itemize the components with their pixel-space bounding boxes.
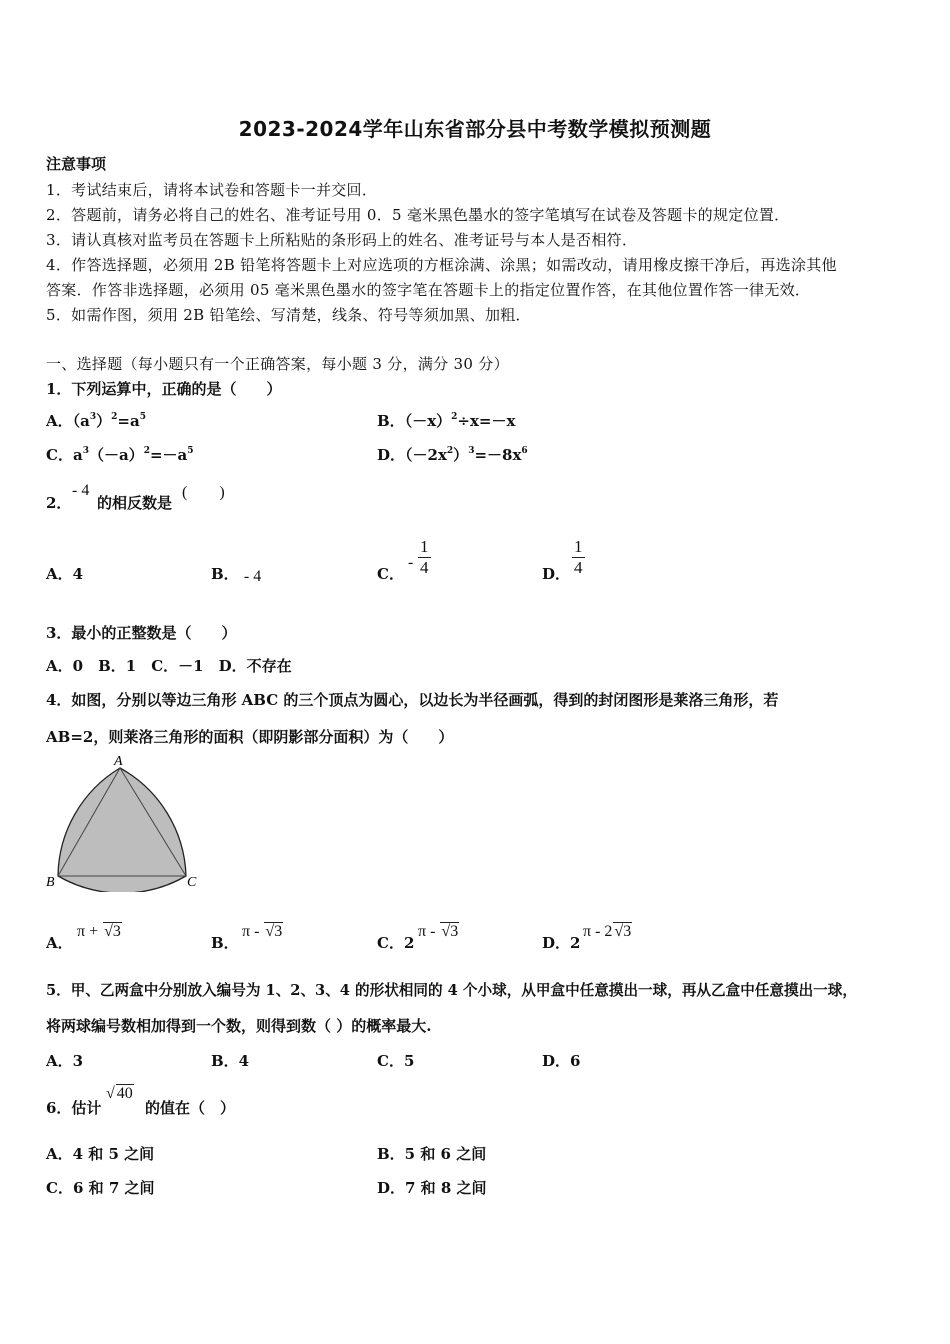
q4-option-a-expr: π + √3 xyxy=(77,923,121,940)
q4-option-b-expr: π - √3 xyxy=(242,923,283,940)
option-value: - 4 xyxy=(243,568,262,585)
denominator: 4 xyxy=(420,558,429,577)
question-4-stem-line1: 4．如图，分别以等边三角形 ABC 的三个顶点为圆心，以边长为半径画弧，得到的封闭图形是莱洛三角形，若 xyxy=(46,691,779,709)
radicand: 40 xyxy=(116,1085,133,1102)
q6-option-a: A．4 和 5 之间 xyxy=(46,1145,155,1163)
vertex-label-c: C xyxy=(187,875,197,890)
q6-option-c: C．6 和 7 之间 xyxy=(46,1179,155,1197)
vertex-label-a: A xyxy=(114,754,123,769)
q2-option-a: A．4 xyxy=(46,565,84,583)
reuleaux-triangle-figure xyxy=(46,752,206,892)
q5-option-a: A．3 xyxy=(46,1052,84,1070)
q4-option-b-label: B． xyxy=(211,934,239,952)
notice-item: 5．如需作图，须用 2B 铅笔绘、写清楚，线条、符号等须加黑、加粗． xyxy=(46,306,531,324)
option-label: B． xyxy=(377,412,405,430)
question-3-stem: 3．最小的正整数是（ ） xyxy=(46,624,237,642)
notice-item: 1．考试结束后，请将本试卷和答题卡一并交回． xyxy=(46,181,378,199)
q2-stem-rest: 的相反数是 xyxy=(97,494,173,512)
notice-item: 4．作答选择题，必须用 2B 铅笔将答题卡上对应选项的方框涂满、涂黑；如需改动，请用橡皮擦干净后，再选涂其他 xyxy=(46,256,837,274)
notice-item: 答案．作答非选择题，必须用 05 毫米黑色墨水的签字笔在答题卡上的指定位置作答，在其他位置作答一律无效． xyxy=(46,281,811,299)
option-label: A． xyxy=(46,412,73,430)
question-6-stem-post: 的值在（ ） xyxy=(145,1099,236,1117)
notice-item: 3．请认真核对监考员在答题卡上所粘贴的条形码上的姓名、准考证号与本人是否相符． xyxy=(46,231,638,249)
q6-option-b: B．5 和 6 之间 xyxy=(377,1145,487,1163)
question-4-stem-line2: AB=2，则莱洛三角形的面积（即阴影部分面积）为（ ） xyxy=(46,728,454,746)
q4-option-d-label: D．2 xyxy=(542,934,581,952)
denominator: 4 xyxy=(574,558,583,577)
question-1-stem: 1．下列运算中，正确的是（ ） xyxy=(46,380,282,398)
q5-option-d: D．6 xyxy=(542,1052,581,1070)
q6-radical: √ 40 xyxy=(106,1085,133,1102)
notice-heading: 注意事项 xyxy=(46,155,107,173)
q5-option-b: B．4 xyxy=(211,1052,250,1070)
q5-option-c: C．5 xyxy=(377,1052,415,1070)
numerator: 1 xyxy=(420,537,429,556)
question-5-stem-line2: 将两球编号数相加得到一个数，则得到数（ ）的概率最大. xyxy=(46,1017,432,1035)
option-label: C． xyxy=(46,446,73,464)
reuleaux-shape xyxy=(58,768,186,892)
q2-value: - 4 xyxy=(72,482,90,499)
q4-option-c-expr: π - √3 xyxy=(418,923,459,940)
q1-option-b: B．$(-x)^2\div x=-x$ xyxy=(377,412,516,430)
q4-option-d-expr: π - 2 √3 xyxy=(583,923,632,940)
q6-option-d: D．7 和 8 之间 xyxy=(377,1179,487,1197)
q2-option-d-fraction xyxy=(572,537,585,578)
q2-option-b xyxy=(211,563,261,584)
question-5-stem-line1: 5．甲、乙两盒中分别放入编号为 1、2、3、4 的形状相同的 4 个小球，从甲盒中任意摸出一球，再从乙盒中任意摸出一球， xyxy=(46,982,857,999)
question-2-num: 2． xyxy=(46,494,72,512)
q2-blank: ( ) xyxy=(182,484,225,501)
q2-option-c-label: C． xyxy=(377,565,404,583)
q1-option-c: C．$a^3(-a)^2=-a^5$ xyxy=(46,446,194,464)
section-heading: 一、选择题（每小题只有一个正确答案，每小题 3 分，满分 30 分） xyxy=(46,355,509,373)
numerator: 1 xyxy=(574,537,583,556)
option-label: B． xyxy=(211,565,239,583)
option-label: D． xyxy=(377,446,406,464)
q3-options: A．0 B．1 C．－1 D．不存在 xyxy=(46,657,292,675)
vertex-label-b: B xyxy=(46,875,55,890)
q4-option-a-label: A． xyxy=(46,934,73,952)
page-title: 2023-2024学年山东省部分县中考数学模拟预测题 xyxy=(238,117,712,141)
q2-option-d-label: D． xyxy=(542,565,571,583)
q2-option-c-minus: - xyxy=(408,554,414,571)
q1-option-a: A．$(a^3)^2=a^5$ xyxy=(46,412,146,430)
q1-option-d: D．$(-2x^2)^3=-8x^6$ xyxy=(377,446,528,464)
q2-option-c-fraction xyxy=(418,537,431,578)
q4-option-c-label: C．2 xyxy=(377,934,415,952)
question-6-stem-pre: 6．估计 xyxy=(46,1099,102,1117)
notice-item: 2．答题前，请务必将自己的姓名、准考证号用 0．5 毫米黑色墨水的签字笔填写在试卷及答题卡的规定位置． xyxy=(46,206,790,224)
